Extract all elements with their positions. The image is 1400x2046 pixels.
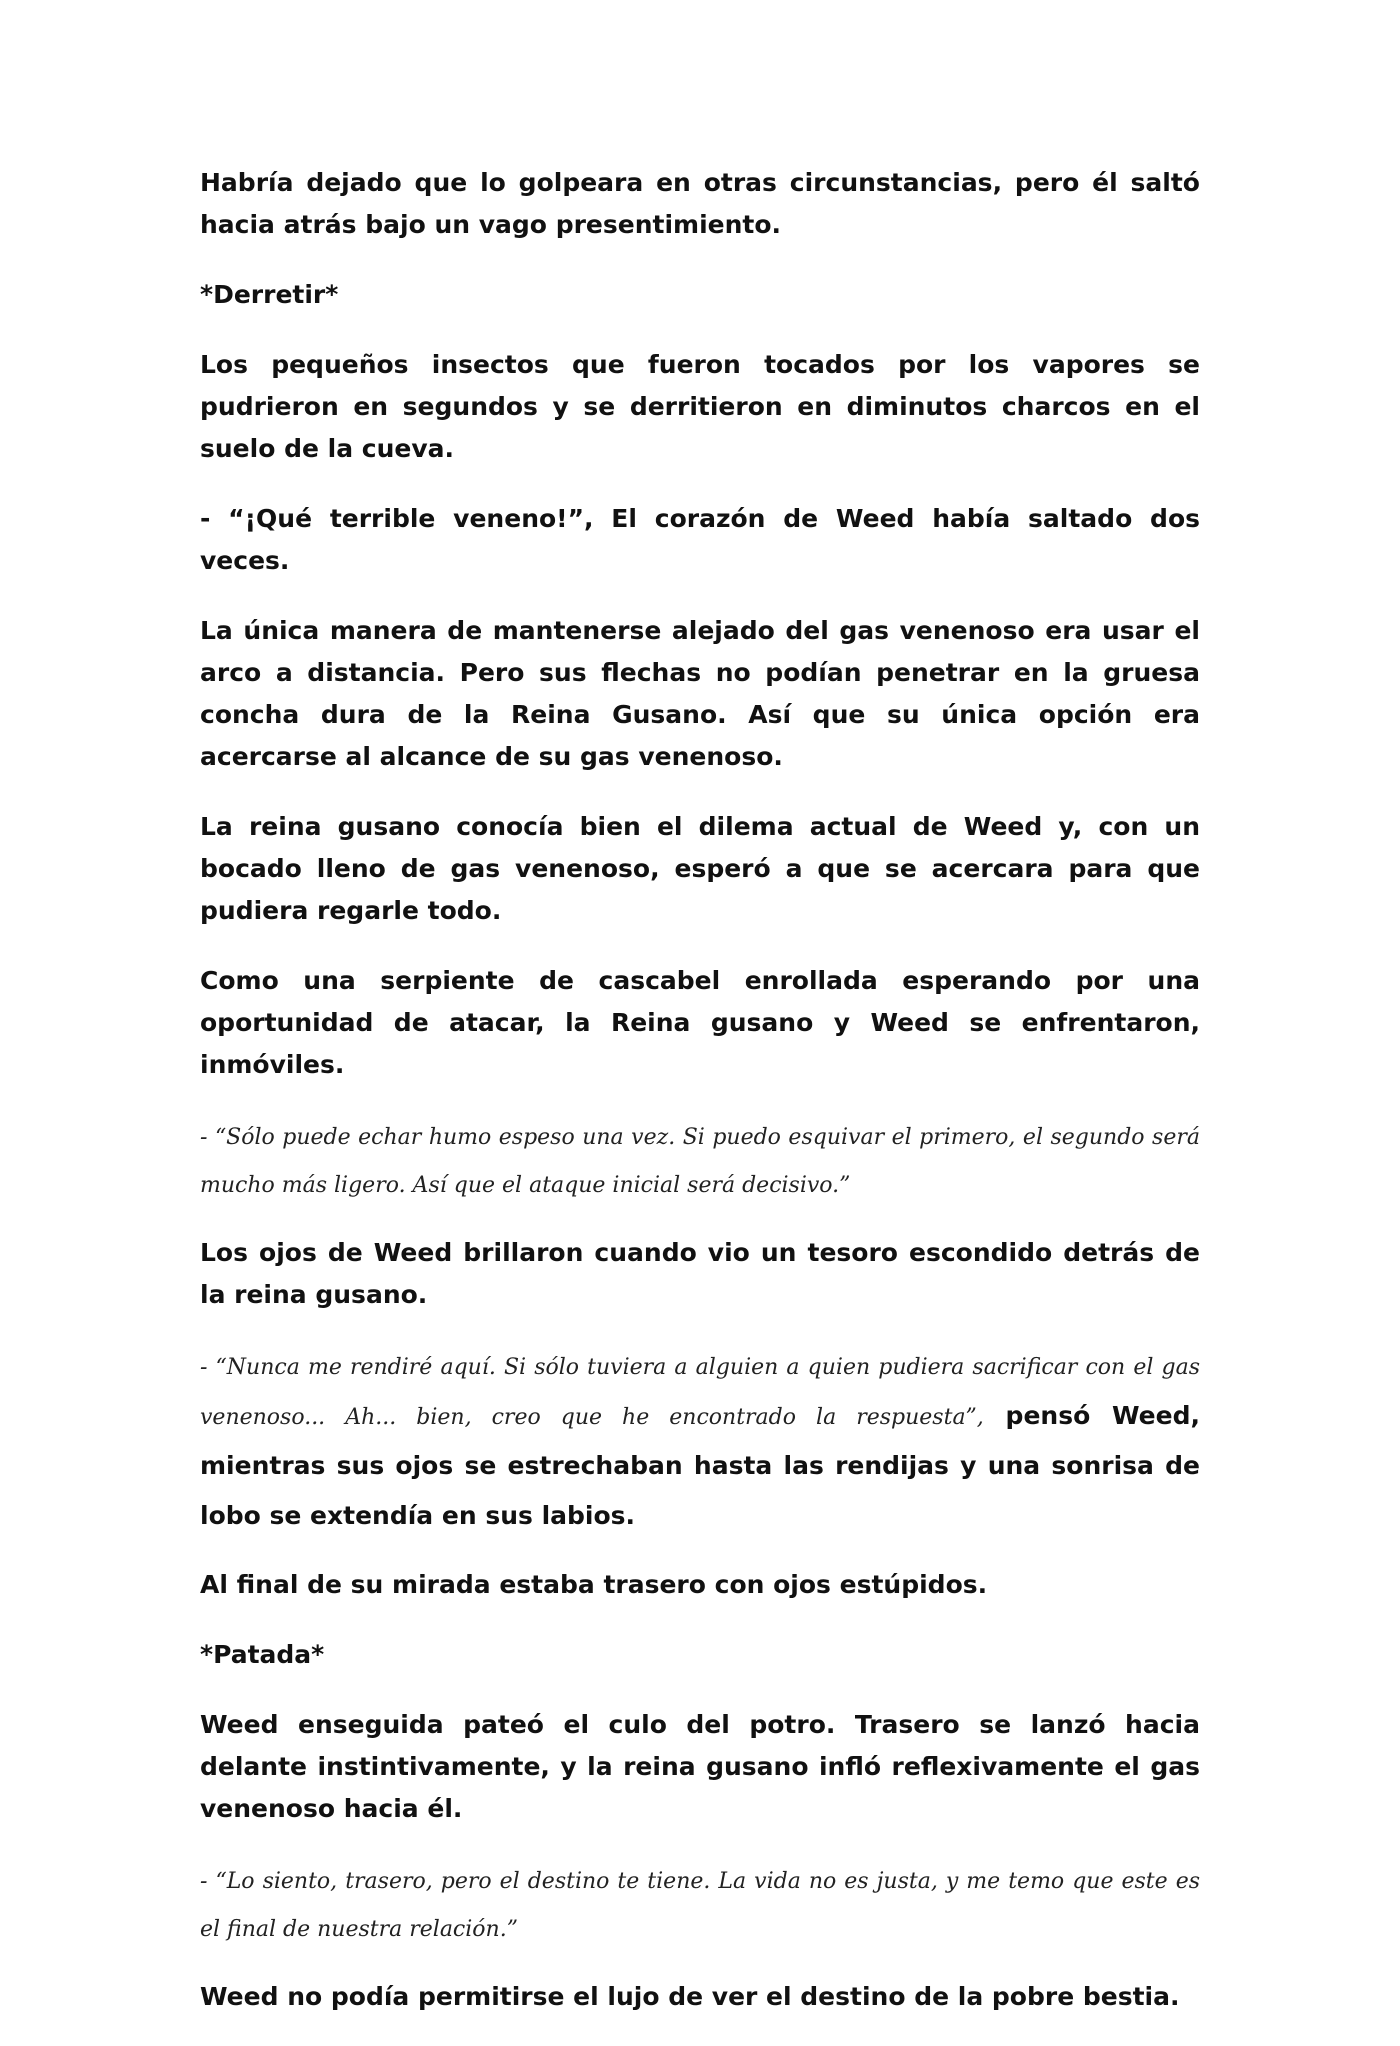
thought-line-1: - “Sólo puede echar humo espeso una vez. Si puedo esquivar el primero, el segundo será mucho más ligero. Así que el ataque inicial será decisivo.” — [200, 1125, 1200, 1198]
thought-line-3: - “Lo siento, trasero, pero el destino te tiene. La vida no es justa, y me temo que este es el final de nuestra relación.” — [200, 1869, 1200, 1942]
thought-line-2 — [200, 1344, 1200, 1542]
paragraph-1: Habría dejado que lo golpeara en otras circunstancias, pero él saltó hacia atrás bajo un vago presentimiento. — [200, 168, 1200, 239]
thought-line-2-narration: pensó Weed, mientras sus ojos se estrechaban hasta las rendijas y una sonrisa de lobo se extendía en sus labios. — [200, 1401, 1200, 1530]
paragraph-15: Weed no podía permitirse el lujo de ver el destino de la pobre bestia. — [200, 1982, 1180, 2011]
paragraph-9: Los ojos de Weed brillaron cuando vio un tesoro escondido detrás de la reina gusano. — [200, 1238, 1200, 1309]
page-content — [200, 162, 1200, 2046]
sound-effect-derretir: *Derretir* — [200, 280, 339, 309]
paragraph-13: Weed enseguida pateó el culo del potro. Trasero se lanzó hacia delante instintivamente, y la reina gusano infló reflexivamente el gas venenoso hacia él. — [200, 1710, 1200, 1823]
paragraph-3: Los pequeños insectos que fueron tocados por los vapores se pudrieron en segundos y se derritieron en diminutos charcos en el suelo de la cueva. — [200, 350, 1200, 463]
thought-line-2-quote: - “Nunca me rendiré aquí. Si sólo tuviera a alguien a quien pudiera sacrificar con el gas venenoso... Ah... bien, creo que he encontrado la respuesta”, — [200, 1355, 1200, 1430]
paragraph-5: La única manera de mantenerse alejado del gas venenoso era usar el arco a distancia. Pero sus flechas no podían penetrar en la gruesa concha dura de la Reina Gusano. Así que su única opción era acercarse al alcance de su gas venenoso. — [200, 616, 1200, 771]
paragraph-7: Como una serpiente de cascabel enrollada esperando por una oportunidad de atacar, la Reina gusano y Weed se enfrentaron, inmóviles. — [200, 966, 1200, 1079]
sound-effect-patada: *Patada* — [200, 1640, 325, 1669]
paragraph-6: La reina gusano conocía bien el dilema actual de Weed y, con un bocado lleno de gas venenoso, esperó a que se acercara para que pudiera regarle todo. — [200, 812, 1200, 925]
paragraph-11: Al final de su mirada estaba trasero con ojos estúpidos. — [200, 1570, 988, 1599]
dialogue-line-1: - “¡Qué terrible veneno!”, El corazón de Weed había saltado dos veces. — [200, 504, 1200, 575]
